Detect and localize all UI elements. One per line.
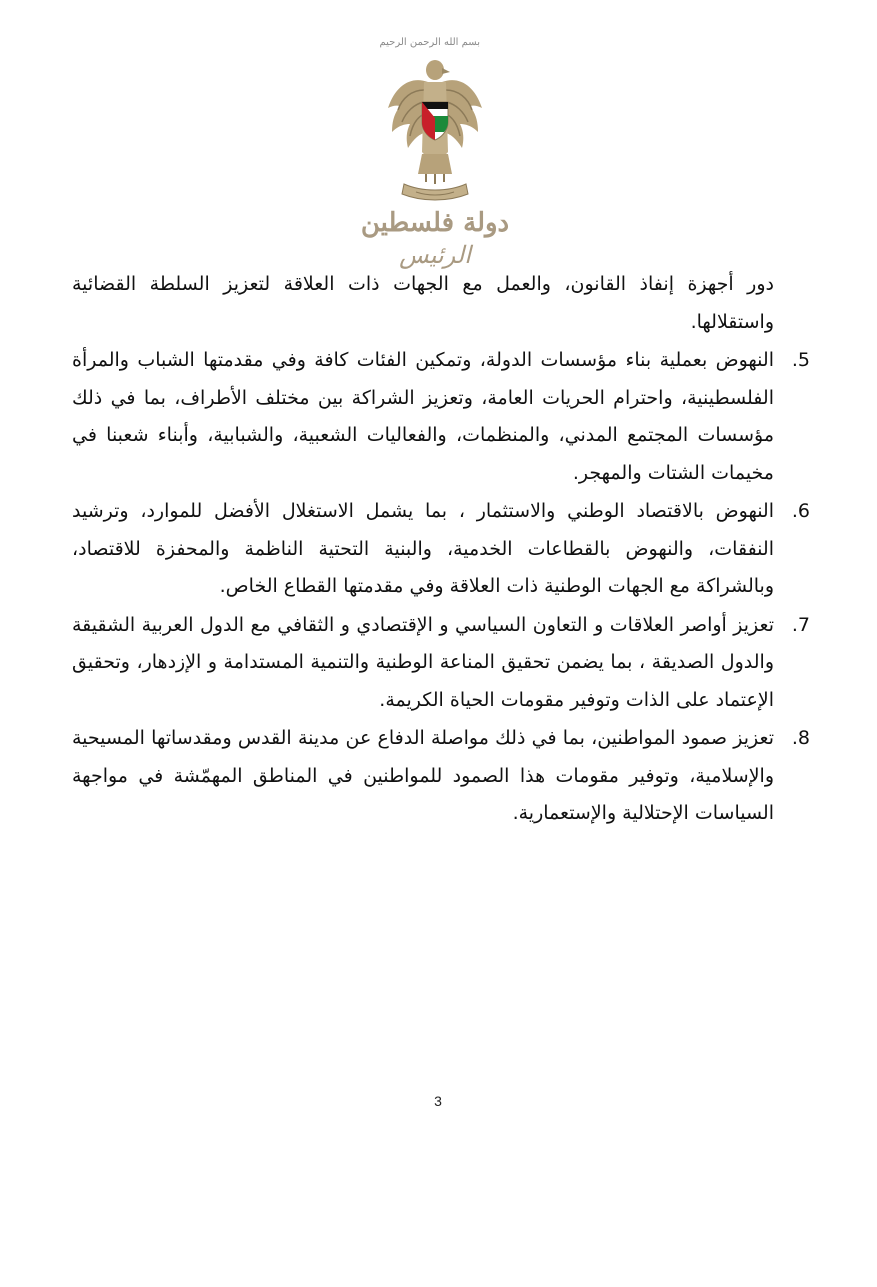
item-number: 5. [791, 349, 810, 371]
item-text: تعزيز صمود المواطنين، بما في ذلك مواصلة الدفاع عن مدينة القدس ومقدساتها المسيحية والإسلامية، وتوفير مقومات هذا الصمود للمواطنين في المناطق المهمّشة في مواجهة السياسات الإحتلالية والإستعمارية. [72, 727, 774, 824]
list-item-7 [72, 607, 810, 720]
item-text: النهوض بالاقتصاد الوطني والاستثمار ، بما يشمل الاستغلال الأفضل للموارد، وترشيد النفقات، والنهوض بالقطاعات الخدمية، والبنية التحتية الناظمة والمحفزة للاقتصاد، وبالشراكة مع الجهات الوطنية ذات العلاقة وفي مقدمتها القطاع الخاص. [72, 500, 774, 597]
list-item-8 [72, 720, 810, 833]
item-number: 7. [791, 613, 810, 636]
page-number: 3 [434, 1093, 442, 1109]
office-name: الرئيس [399, 241, 471, 269]
list-item-6 [72, 493, 810, 606]
list-item-5 [72, 342, 810, 492]
letterhead [360, 28, 510, 269]
basmala: بسم الله الرحمن الرحيم [379, 37, 480, 48]
state-name: دولة فلسطين [360, 208, 510, 238]
eagle-emblem-icon [382, 56, 488, 206]
document-body [72, 266, 810, 833]
item-text: تعزيز أواصر العلاقات و التعاون السياسي و الإقتصادي و الثقافي مع الدول العربية الشقيقة والدول الصديقة ، بما يضمن تحقيق المناعة الوطنية والتنمية المستدامة و الإزدهار، وتحقيق الإعتماد على الذات وتوفير مقومات الحياة الكريمة. [72, 613, 774, 711]
item-number: 8. [791, 727, 810, 749]
continuation-paragraph: دور أجهزة إنفاذ القانون، والعمل مع الجهات ذات العلاقة لتعزيز السلطة القضائية واستقلالها. [72, 273, 774, 333]
item-number: 6. [791, 500, 810, 522]
item-text: النهوض بعملية بناء مؤسسات الدولة، وتمكين الفئات كافة وفي مقدمتها الشباب والمرأة الفلسطينية، واحترام الحريات العامة، وتعزيز الشراكة بين مختلف الأطراف، بما في ذلك مؤسسات المجتمع المدني، والمنظمات، والفعاليات الشعبية، والشبابية، وأبناء شعبنا في مخيمات الشتات والمهجر. [72, 349, 774, 484]
